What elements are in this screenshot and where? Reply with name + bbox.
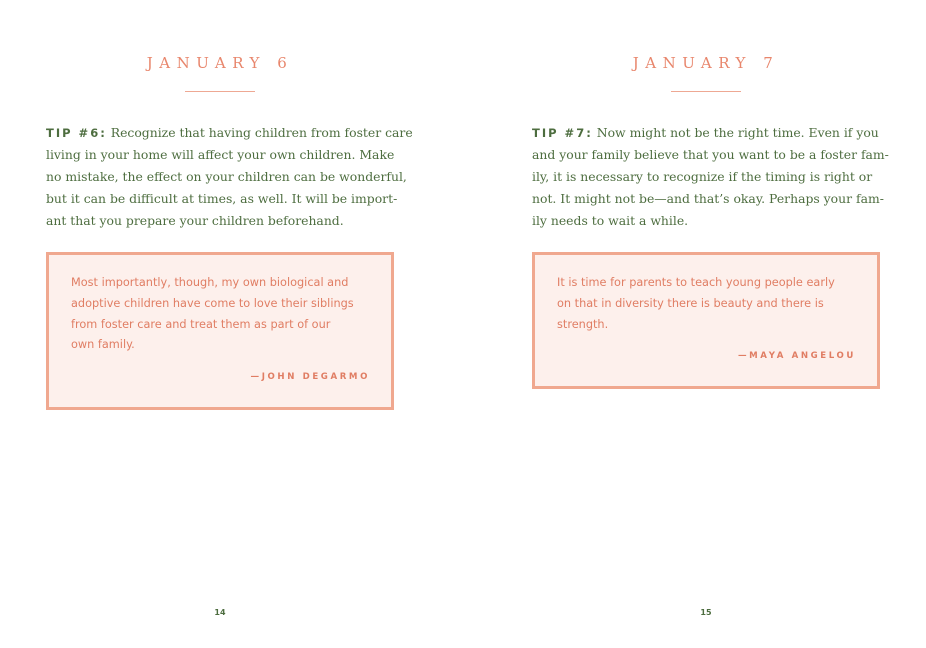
tip-text: Recognize that having children from foster care bbox=[106, 125, 413, 140]
tip-line: ily, it is necessary to recognize if the timing is right or bbox=[532, 169, 873, 184]
heading-divider bbox=[185, 91, 255, 92]
tip-label: TIP #7: bbox=[532, 126, 593, 140]
tip-paragraph bbox=[532, 122, 889, 232]
tip-line: living in your home will affect your own children. Make bbox=[46, 147, 395, 162]
page-date-heading: JANUARY 7 bbox=[632, 54, 780, 72]
quote-attribution: —JOHN DEGARMO bbox=[250, 372, 370, 382]
quote-line: on that in diversity there is beauty and there is bbox=[557, 296, 824, 310]
tip-line bbox=[532, 122, 882, 144]
left-page bbox=[46, 0, 413, 648]
quote-line: Most importantly, though, my own biological and bbox=[71, 276, 349, 289]
page-date-heading: JANUARY 6 bbox=[146, 54, 294, 72]
quote-line: adoptive children have come to love their siblings bbox=[71, 296, 354, 310]
tip-label: TIP #6: bbox=[46, 126, 107, 140]
tip-line: ily needs to wait a while. bbox=[532, 213, 689, 228]
tip-line bbox=[46, 122, 413, 144]
quote-box bbox=[532, 252, 880, 389]
quote-line: from foster care and treat them as part of our bbox=[71, 317, 331, 331]
tip-line: and your family believe that you want to be a foster fam- bbox=[532, 147, 889, 162]
page-number: 15 bbox=[700, 608, 712, 617]
quote-line: strength. bbox=[557, 317, 609, 331]
quote-line: It is time for parents to teach young people early bbox=[557, 276, 835, 289]
quote-text bbox=[71, 273, 381, 356]
tip-line: ant that you prepare your children beforehand. bbox=[46, 213, 344, 228]
right-page bbox=[532, 0, 889, 648]
tip-text: Now might not be the right time. Even if you bbox=[592, 125, 879, 140]
quote-box bbox=[46, 252, 394, 410]
tip-line: not. It might not be—and that’s okay. Perhaps your fam- bbox=[532, 191, 884, 206]
quote-line: own family. bbox=[71, 338, 135, 352]
quote-text bbox=[557, 273, 867, 335]
tip-line: no mistake, the effect on your children can be wonderful, bbox=[46, 169, 407, 184]
tip-line: but it can be difficult at times, as well. It will be import- bbox=[46, 191, 398, 206]
tip-paragraph bbox=[46, 122, 413, 232]
heading-divider bbox=[671, 91, 741, 92]
page-number: 14 bbox=[214, 608, 226, 617]
quote-attribution: —MAYA ANGELOU bbox=[737, 351, 856, 361]
